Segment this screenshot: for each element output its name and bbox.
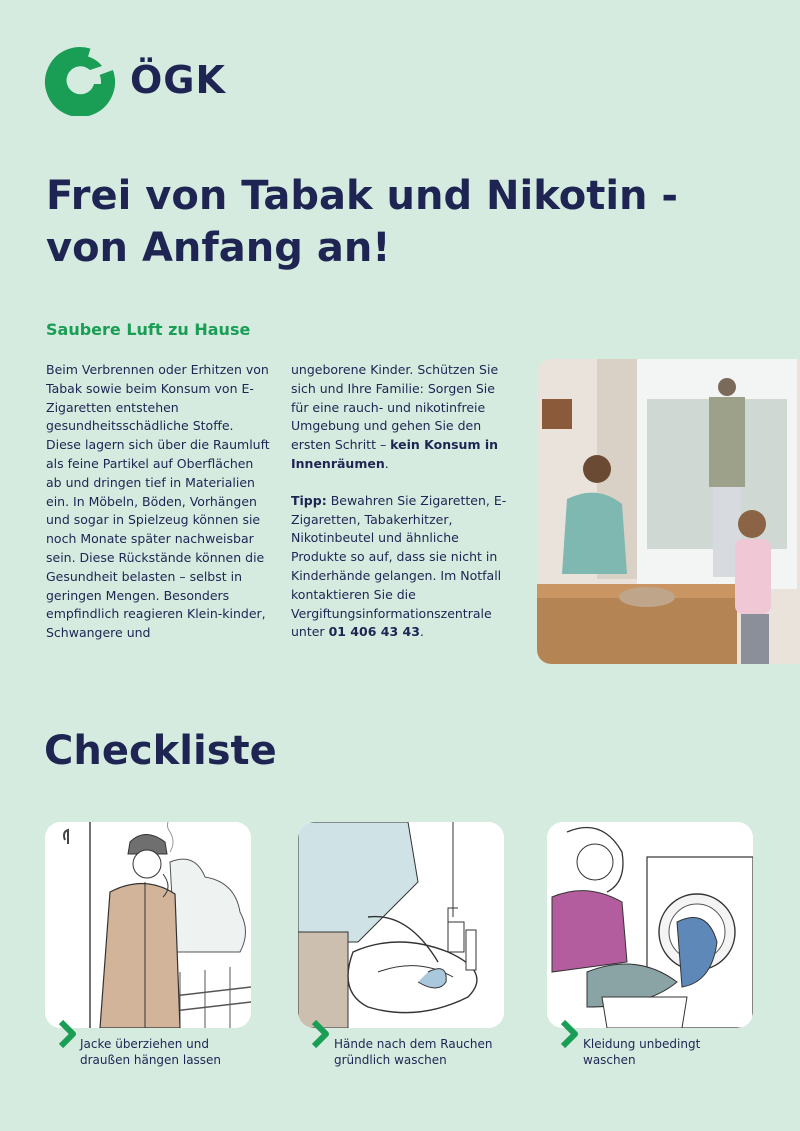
- chevron-right-icon: [310, 1019, 332, 1049]
- tip-label: Tipp:: [291, 492, 327, 508]
- logo-wordmark: ÖGK: [130, 58, 226, 102]
- chevron-right-icon: [57, 1019, 79, 1049]
- text-column-2: [291, 361, 513, 642]
- checklist-caption-3: Kleidung unbedingt waschen: [583, 1037, 701, 1067]
- checklist-caption-2: Hände nach dem Rauchen gründlich waschen: [334, 1037, 493, 1067]
- tip-paragraph: [291, 492, 513, 642]
- checklist-heading: Checkliste: [44, 728, 277, 774]
- text-column-1: [46, 361, 271, 643]
- checklist-card-handwash: [298, 822, 504, 1028]
- handwashing-illustration: [298, 822, 504, 1028]
- phone-number: 01 406 43 43: [328, 624, 420, 640]
- smoker-jacket-illustration: [45, 822, 251, 1028]
- emphasis-text: kein Konsum in Innenräumen: [291, 437, 499, 471]
- ogk-logo: [44, 44, 226, 116]
- page-title: Frei von Tabak und Nikotin - von Anfang an!: [46, 173, 679, 271]
- body-paragraph: Beim Verbrennen oder Erhitzen von Tabak sowie beim Konsum von E-Zigaretten entstehen gesundheitsschädliche Stoffe. Diese lagern sich über die Raumluft als feine Partikel auf Oberflächen ab und dringen tief in Materialien ein. In Möbeln, Böden, Vorhängen und sogar in Spielzeug können sie noch Monate später nachweisbar sein. Diese Rückstände können die Gesundheit belasten – selbst in geringen Mengen. Besonders empfindlich reagieren Klein-kinder, Schwangere und: [46, 362, 270, 641]
- tip-text: Bewahren Sie Zigaretten, E-Zigaretten, Tabakerhitzer, Nikotinbeutel und ähnliche Produkte so auf, dass sie nicht in Kinderhände gelangen. Im Notfall kontaktieren Sie die Vergiftungsinformationszentrale unter: [291, 492, 507, 640]
- checklist-caption-1: Jacke überziehen und draußen hängen lassen: [80, 1037, 222, 1067]
- punctuation: .: [384, 455, 389, 471]
- chevron-right-icon: [559, 1019, 581, 1049]
- family-photo: [537, 359, 800, 664]
- body-text: ungeborene Kinder. Schützen Sie sich und Ihre Familie: Sorgen Sie für eine rauch- und nikotinfreie Umgebung und gehen Sie den ersten Schritt –: [291, 362, 499, 453]
- checklist-card-laundry: [547, 822, 753, 1028]
- ogk-logo-mark-icon: [44, 44, 116, 116]
- family-photo-image: [537, 359, 800, 664]
- laundry-illustration: [547, 822, 753, 1028]
- punctuation: .: [419, 624, 424, 640]
- checklist-card-jacket: [45, 822, 251, 1028]
- section-heading: Saubere Luft zu Hause: [46, 320, 251, 339]
- body-paragraph-2: [291, 361, 513, 474]
